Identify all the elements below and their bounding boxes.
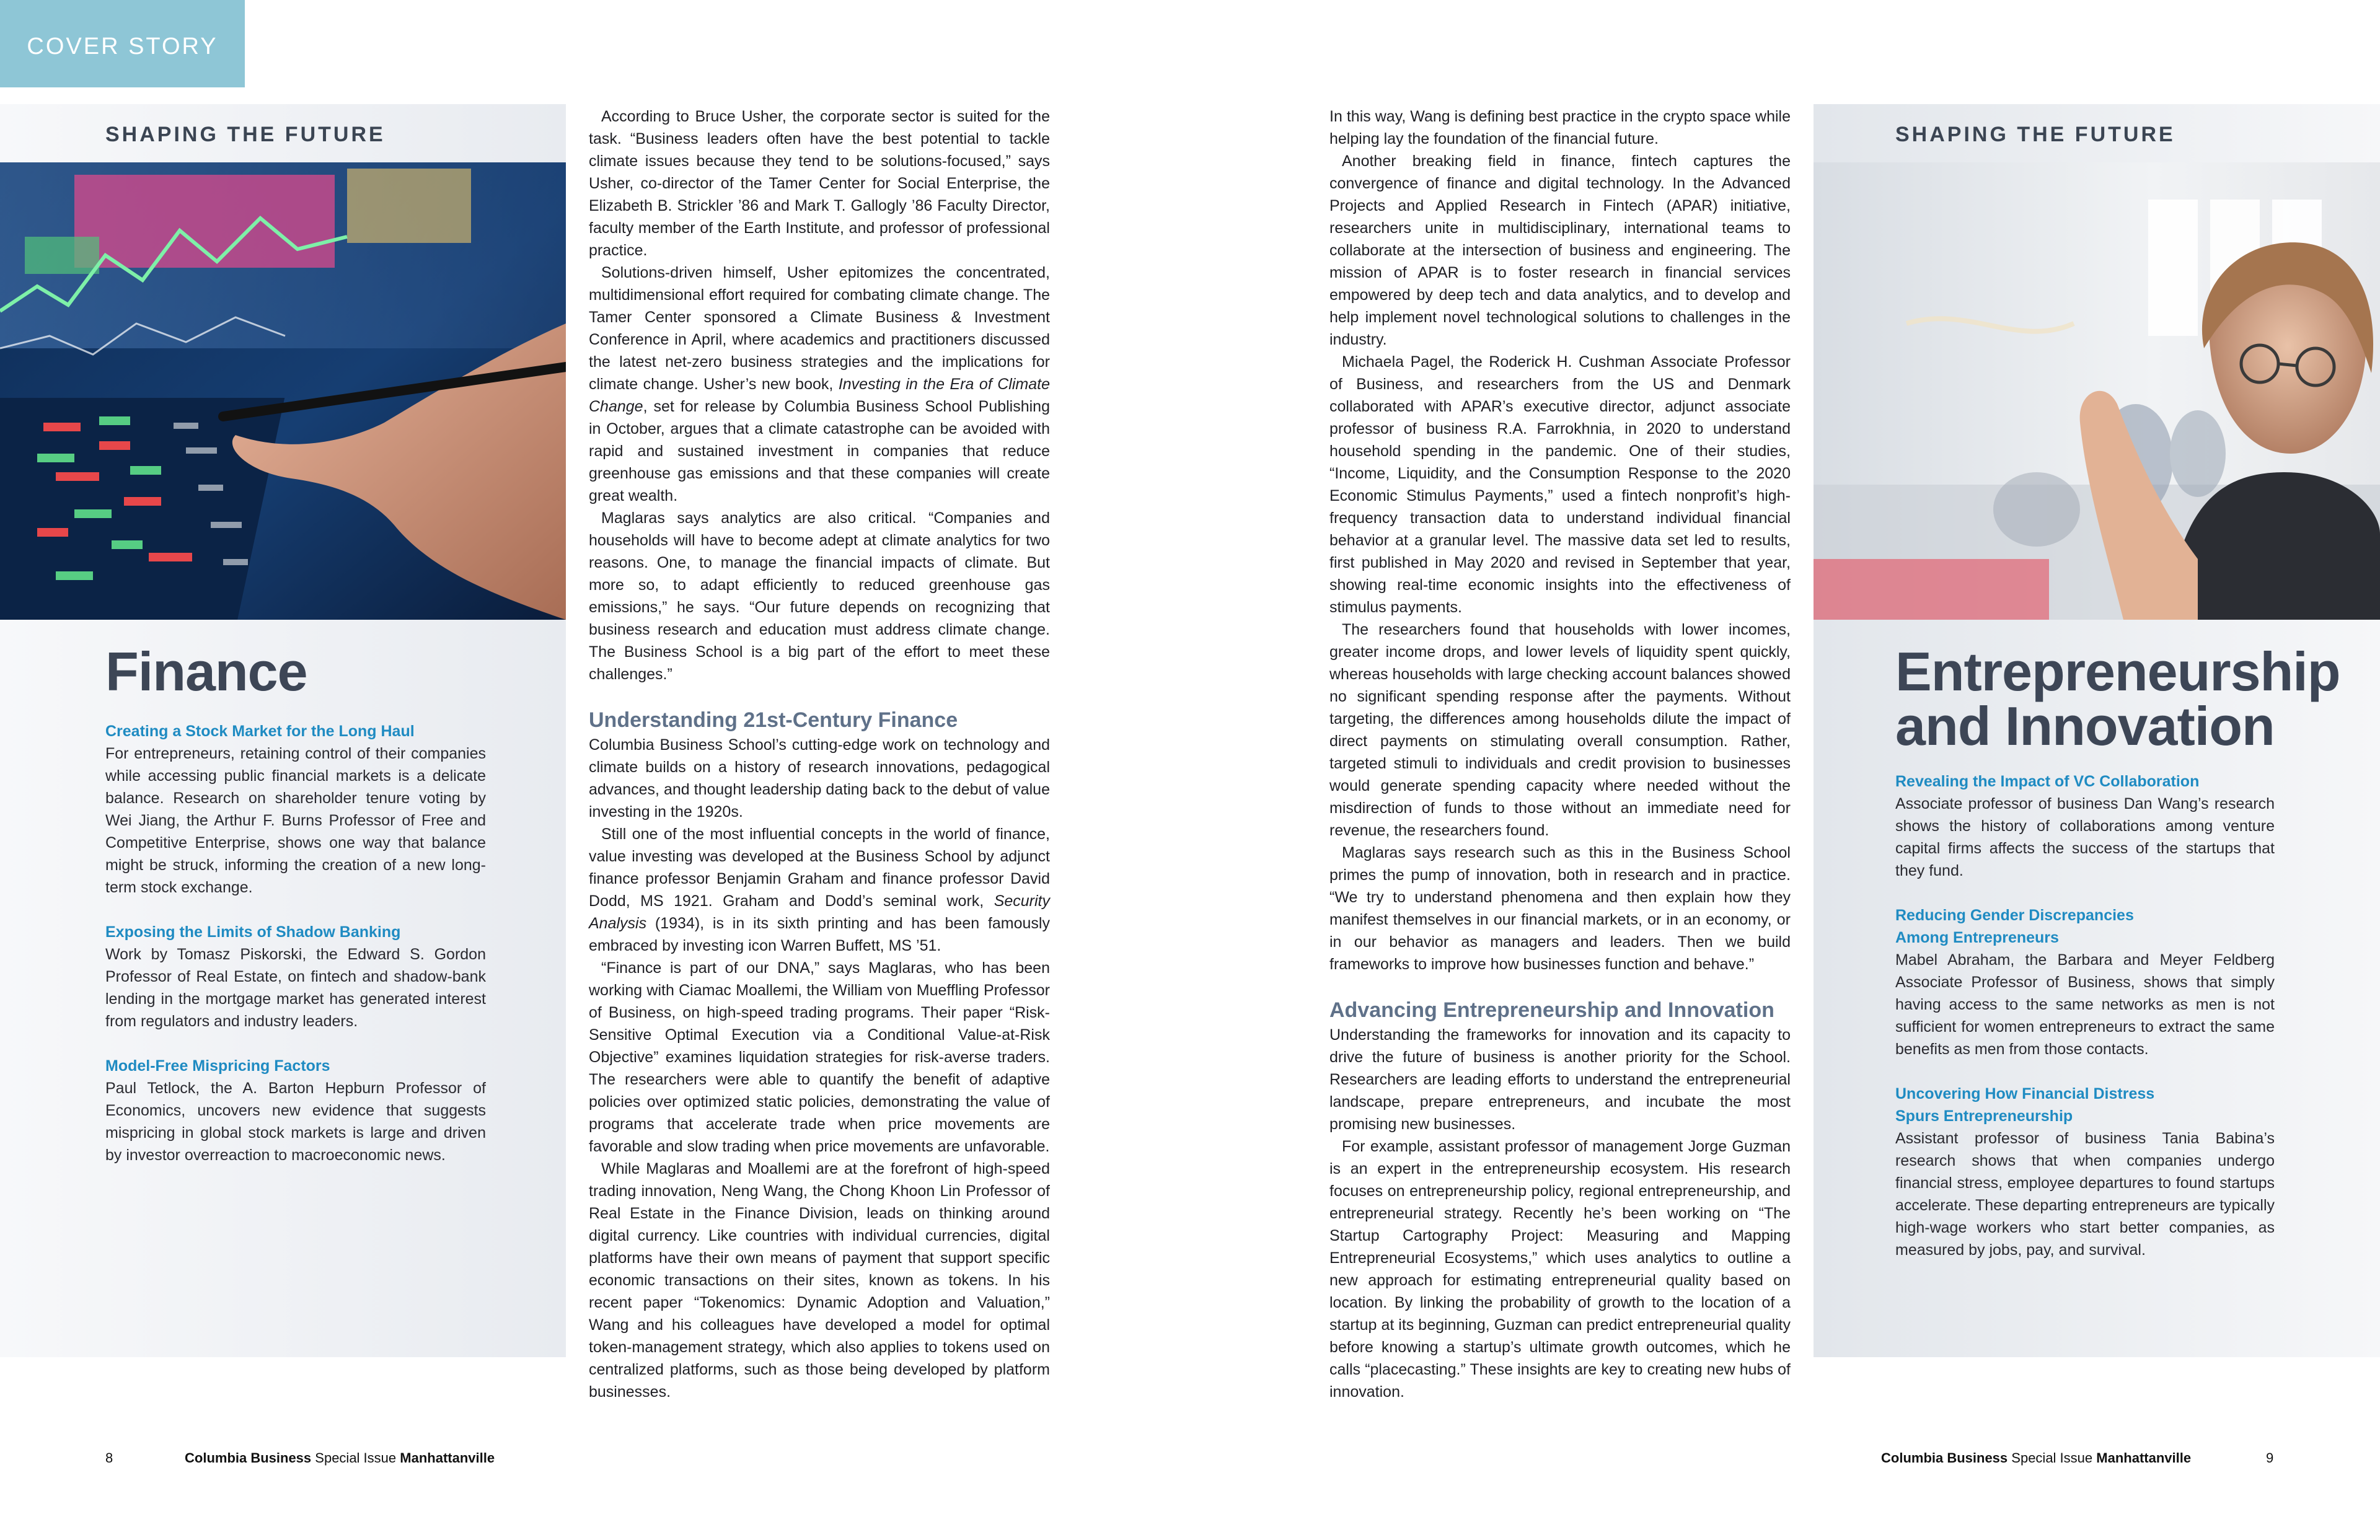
paragraph: Columbia Business School’s cutting-edge work on technology and climate builds on a history of research innovations, pedagogical advances, and thought leadership dating back to the debut of value investing in the 1920s. [589, 736, 1050, 821]
item-heading: Exposing the Limits of Shadow Banking [105, 923, 401, 941]
paragraph: The researchers found that households with lower incomes, greater income drops, and lower levels of liquidity spent quickly, whereas households with large checking account balances showed no significant spending response after the payments. Without targeting, the differences among households dilute the impact of direct payments on stimulating overall consumption. Rather, targeted stimuli to individuals and credit provision to businesses would generate spending capacity where needed without the misdirection of funds to those without an immediate need for revenue, the researchers found. [1329, 621, 1791, 839]
list-item [105, 1055, 486, 1166]
item-body: Paul Tetlock, the A. Barton Hepburn Professor of Economics, uncovers new evidence that suggests mispricing in global stock markets is large and driven by investor overreaction to macroeconomic news. [105, 1080, 486, 1164]
book-title: Investing in the Era of Climate Change [589, 376, 1050, 415]
item-heading: Model-Free Mispricing Factors [105, 1057, 330, 1075]
paragraph [589, 823, 1050, 957]
title-line: Entrepreneurship [1895, 641, 2340, 702]
cover-story-tab [0, 0, 245, 87]
paragraph: For example, assistant professor of management Jorge Guzman is an expert in the entrepreneurship ecosystem. His research focuses on entrepreneurship policy, regional entrepreneurship, and entrepreneurial strategy. Recently he’s been working on “The Startup Cartography Project: Measuring and Mapping Entrepreneurial Ecosystems,” which uses analytics to outline a new approach for estimating entrepreneurial quality based on location. By linking the probability of growth to the location of a startup at its beginning, Guzman can predict entrepreneurial quality before knowing a startup’s ultimate growth outcomes, which he calls “placecasting.” These insights are key to creating new hubs of innovation. [1329, 1138, 1791, 1401]
paragraph: Another breaking field in finance, fintech captures the convergence of finance and digital technology. In the Advanced Projects and Applied Research in Fintech (APAR) initiative, researchers unite in multidisciplinary, international teams to collaborate at the intersection of business and engineering. The mission of APAR is to foster research in financial services empowered by deep tech and data analytics, and to develop and help implement novel technological solutions to challenges in the industry. [1329, 152, 1791, 348]
footer-brand: Columbia Business [1881, 1450, 2008, 1466]
list-item [1895, 904, 2275, 1060]
footer-issue: Special Issue [2011, 1450, 2093, 1466]
title-line: and Innovation [1895, 695, 2275, 757]
footer-brand: Columbia Business [185, 1450, 312, 1466]
list-item [105, 921, 486, 1032]
finance-title: Finance [105, 641, 307, 702]
entrepreneurship-research-list [1895, 770, 2275, 1261]
item-body: For entrepreneurs, retaining control of their companies while accessing public financial markets is a delicate balance. Research on shareholder tenure voting by Wei Jiang, the Arthur F. Burns Professor of Free and Competitive Enterprise, shows one way that balance might be struck, informing the creation of a new long-term stock exchange. [105, 745, 486, 896]
footer-place: Manhattanville [400, 1450, 495, 1466]
item-heading: Creating a Stock Market for the Long Haul [105, 723, 415, 740]
paragraph: In this way, Wang is defining best practice in the crypto space while helping lay the foundation of the financial future. [1329, 108, 1791, 147]
section-heading: Understanding 21st-Century Finance [589, 708, 958, 732]
page-number-right: 9 [2266, 1450, 2274, 1466]
paragraph: According to Bruce Usher, the corporate sector is suited for the task. “Business leaders often have the best potential to tackle climate issues because they tend to be solutions-focused,” says Usher, co-director of the Tamer Center for Social Enterprise, the Elizabeth B. Strickler ’86 and Mark T. Gallogly ’86 Faculty Director, faculty member of the Earth Institute, and professor of professional practice. [589, 108, 1050, 259]
book-title: Security Analysis [589, 892, 1050, 932]
finance-research-list [105, 720, 486, 1166]
text-run: (1934), is in its sixth printing and has been famously embraced by investing icon Warren Buffett, MS ’51. [589, 915, 1050, 954]
text-run: Solutions-driven himself, Usher epitomizes the concentrated, multidimensional effort required for combating climate change. The Tamer Center sponsored a Climate Business & Investment Conference in April, where academics and practitioners discussed the latest net-zero business strategies and the implications for climate change. Usher’s new book, [589, 264, 1050, 393]
text-run: Still one of the most influential concepts in the world of finance, value investing was developed at the Business School by adjunct finance professor Benjamin Graham and finance professor David Dodd, MS 1921. Graham and Dodd’s seminal work, [589, 825, 1050, 910]
item-heading: Reducing Gender Discrepancies Among Entrepreneurs [1895, 907, 2134, 946]
paragraph: Maglaras says research such as this in the Business School primes the pump of innovation, both in research and in practice. “We try to understand phenomena and then explain how they manifest themselves in our financial markets, or in an economy, or in our behavior as managers and leaders. Then we build frameworks to improve how businesses function and behave.” [1329, 844, 1791, 973]
footer-masthead-left [185, 1450, 495, 1466]
paragraph: Maglaras says analytics are also critical. “Companies and households will have to become adept at climate analytics for two reasons. One, to manage the financial impacts of climate. But more so, to adapt efficiently to reduced greenhouse gas emissions,” he says. “Our future depends on recognizing that business research and education must address climate change. The Business School is a big part of the effort to meet these challenges.” [589, 509, 1050, 683]
section-heading: Advancing Entrepreneurship and Innovation [1329, 998, 1774, 1022]
list-item [105, 720, 486, 899]
list-item [1895, 770, 2275, 882]
item-body: Mabel Abraham, the Barbara and Meyer Feldberg Associate Professor of Business, shows that simply having access to the same networks as men is not sufficient for women entrepreneurs to extract the same benefits as men from those contacts. [1895, 951, 2275, 1058]
item-heading: Uncovering How Financial Distress Spurs Entrepreneurship [1895, 1085, 2155, 1125]
item-body: Work by Tomasz Piskorski, the Edward S. Gordon Professor of Real Estate, on fintech and shadow-bank lending in the mortgage market has generated interest from regulators and industry leaders. [105, 946, 486, 1030]
cover-story-label: COVER STORY [27, 33, 218, 59]
list-item [1895, 1083, 2275, 1261]
page-number-left: 8 [105, 1450, 113, 1466]
footer-place: Manhattanville [2096, 1450, 2192, 1466]
text-run: , set for release by Columbia Business School Publishing in October, argues that a climate catastrophe can be avoided with rapid and sustained investment in companies that reduce greenhouse gas emissions and that these companies will create great wealth. [589, 398, 1050, 504]
paragraph: Michaela Pagel, the Roderick H. Cushman Associate Professor of Business, and researchers from the US and Denmark collaborated with APAR’s executive director, adjunct associate professor of business R.A. Farrokhnia, in 2020 to understand household spending in the pandemic. One of their studies, “Income, Liquidity, and the Consumption Response to the 2020 Economic Stimulus Payments,” used a fintech nonprofit’s high-frequency transaction data to understand individual financial behavior at a granular level. The massive data set led to results, first published in May 2020 and revised in September that year, showing real-time economic insights into the effectiveness of stimulus payments. [1329, 353, 1791, 616]
footer-issue: Special Issue [315, 1450, 397, 1466]
article-column-2 [1329, 105, 1791, 1403]
entrepreneurship-title [1895, 641, 2340, 757]
finance-trading-photo [0, 162, 566, 620]
innovation-whiteboard-photo [1814, 162, 2380, 620]
paragraph: “Finance is part of our DNA,” says Maglaras, who has been working with Ciamac Moallemi, the William von Mueffling Professor of Business, on high-speed trading programs. Their paper “Risk-Sensitive Optimal Execution via a Conditional Value-at-Risk Objective” examines liquidation strategies for risk-averse traders. The researchers were able to quantify the benefit of adaptive policies over optimized static policies, demonstrating the value of programs that accelerate trade when price movements are favorable and slow trading when price movements are unfavorable. [589, 959, 1050, 1155]
paragraph: While Maglaras and Moallemi are at the forefront of high-speed trading innovation, Neng Wang, the Chong Khoon Lin Professor of Real Estate in the Finance Division, leads on thinking around digital currency. Like countries with individual currencies, digital platforms have their own means of payment that support specific economic transactions on their sites, known as tokens. In his recent paper “Tokenomics: Dynamic Adoption and Valuation,” Wang and his colleagues have developed a model for optimal token-management strategy, which also applies to tokens used on centralized platforms, such as those being developed by platform businesses. [589, 1160, 1050, 1401]
paragraph [589, 262, 1050, 507]
item-heading: Revealing the Impact of VC Collaboration [1895, 773, 2200, 790]
article-column-1 [589, 105, 1050, 1403]
left-kicker: SHAPING THE FUTURE [105, 123, 386, 146]
footer-masthead-right [1881, 1450, 2191, 1466]
paragraph: Understanding the frameworks for innovation and its capacity to drive the future of business is another priority for the School. Researchers are leading efforts to understand the entrepreneurial landscape, prepare entrepreneurs, and incubate the most promising new businesses. [1329, 1026, 1791, 1133]
right-kicker: SHAPING THE FUTURE [1895, 123, 2175, 146]
item-body: Assistant professor of business Tania Babina’s research shows that when companies undergo financial stress, employee departures to found startups accelerate. These departing entrepreneurs are typically high-wage workers who start better companies, as measured by jobs, pay, and survival. [1895, 1130, 2275, 1259]
item-body: Associate professor of business Dan Wang’s research shows the history of collaborations among venture capital firms affects the success of the startups that they fund. [1895, 795, 2275, 879]
